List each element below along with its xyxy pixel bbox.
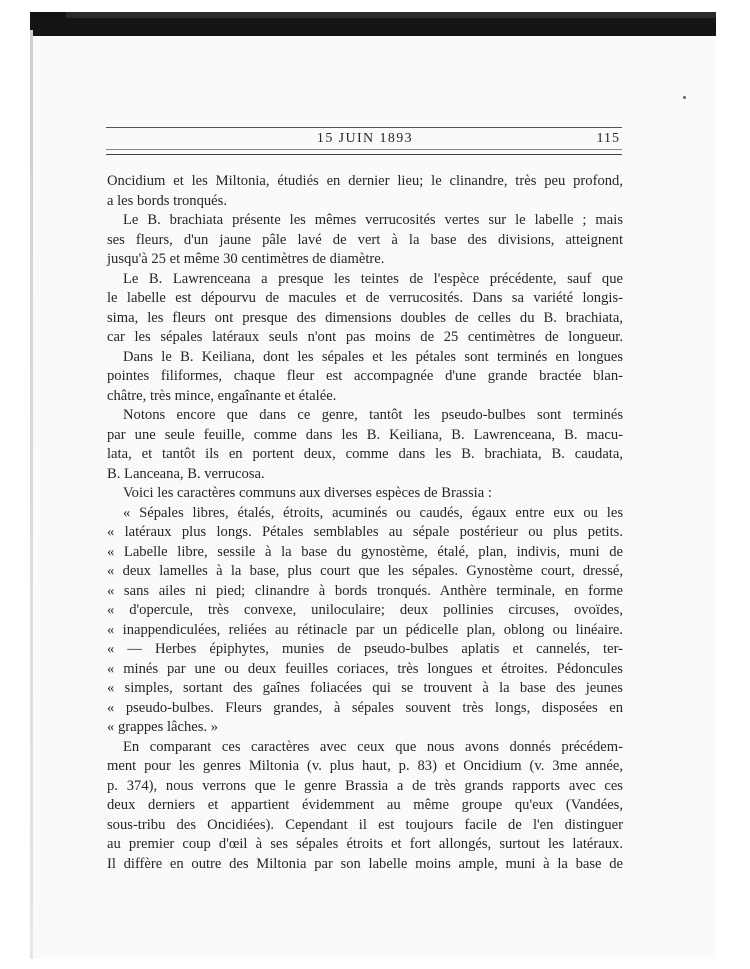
text-line: par une seule feuille, comme dans les B. Keiliana, B. Lawrenceana, B. macu-: [107, 426, 623, 443]
text-line: ses fleurs, d'un jaune pâle lavé de vert à la base des divisions, atteignent: [107, 231, 623, 248]
text-line: « minés par une ou deux feuilles coriaces, très longues et étroites. Pédoncules: [107, 660, 623, 677]
text-line: Il diffère en outre des Miltonia par son labelle moins ample, muni à la base de: [107, 855, 623, 872]
text-line: pointes filiformes, chaque fleur est accompagnée d'une grande bractée blan-: [107, 368, 623, 384]
text-line: « sans ailes ni pied; clinandre à bords tronqués. Anthère terminale, en forme: [107, 582, 623, 599]
text-line: Oncidium et les Miltonia, étudiés en dernier lieu; le clinandre, très peu profond,: [107, 173, 623, 189]
text-line: Le B. brachiata présente les mêmes verrucosités vertes sur le labelle ; mais: [123, 212, 623, 228]
text-line: « deux lamelles à la base, plus court que les sépales. Gynostème court, dressé,: [107, 563, 623, 579]
text-line: a les bords tronqués.: [107, 192, 227, 209]
text-line: p. 374), nous verrons que le genre Brassia a de très grands rapports avec ces: [107, 777, 623, 794]
text-line: ment pour les genres Miltonia (v. plus haut, p. 83) et Oncidium (v. 3me année,: [107, 758, 623, 774]
page-number: 115: [596, 131, 620, 146]
text-line: « — Herbes épiphytes, munies de pseudo-bulbes aplatis et cannelés, ter-: [107, 641, 623, 657]
dust-speck: [683, 96, 686, 99]
text-line: le labelle est dépourvu de macules et de verrucosités. Dans sa variété longis-: [107, 290, 623, 306]
text-line: sima, les fleurs ont presque des dimensions doubles de celles du B. brachiata,: [107, 309, 623, 326]
text-line: En comparant ces caractères avec ceux que nous avons donnés précédem-: [123, 738, 623, 755]
text-line: Dans le B. Keiliana, dont les sépales et les pétales sont terminés en longues: [123, 348, 623, 365]
text-line: « simples, sortant des gaînes foliacées qui se trouvent à la base des jeunes: [107, 680, 623, 696]
text-line: deux derniers et appartient évidemment au même groupe qu'eux (Vandées,: [107, 797, 623, 813]
text-line: châtre, très mince, engaînante et étalée.: [107, 387, 337, 404]
text-line: Notons encore que dans ce genre, tantôt les pseudo-bulbes sont terminés: [123, 407, 623, 423]
text-line: car les sépales latéraux seuls n'ont pas moins de 25 centimètres de longueur.: [107, 329, 623, 345]
text-line: B. Lanceana, B. verrucosa.: [107, 465, 265, 482]
text-line: « d'opercule, très convexe, uniloculaire; deux pollinies circuses, ovoïdes,: [107, 602, 623, 618]
running-header-date: 15 JUIN 1893: [316, 131, 414, 146]
text-line: « Sépales libres, étalés, étroits, acuminés ou caudés, égaux entre eux ou les: [123, 504, 623, 521]
text-line: « pseudo-bulbes. Fleurs grandes, à sépales souvent très longs, disposées en: [107, 699, 623, 716]
header-rule-middle: [106, 149, 622, 150]
text-line: jusqu'à 25 et même 30 centimètres de diamètre.: [107, 251, 385, 267]
body-text: [107, 172, 623, 874]
text-line: Le B. Lawrenceana a presque les teintes de l'espèce précédente, sauf que: [123, 270, 623, 287]
text-line: lata, et tantôt ils en portent deux, comme dans les B. brachiata, B. caudata,: [107, 446, 623, 462]
text-line: « latéraux plus longs. Pétales semblables au sépale postérieur ou plus petits.: [107, 524, 623, 540]
scan-edge-inner: [66, 12, 716, 18]
text-line: « Labelle libre, sessile à la base du gynostème, étalé, plan, indivis, muni de: [107, 543, 623, 560]
text-line: au premier coup d'œil à ses sépales étroits et fort allongés, surtout les latéraux.: [107, 836, 623, 852]
text-line: sous-tribu des Oncidiées). Cependant il est toujours facile de l'en distinguer: [107, 816, 623, 833]
header-rule-bottom: [106, 154, 622, 155]
text-line: « grappes lâches. »: [107, 719, 219, 735]
text-line: Voici les caractères communs aux diverses espèces de Brassia :: [123, 485, 492, 501]
header-rule-top: [106, 127, 622, 128]
text-line: « inappendiculées, reliées au rétinacle par un pédicelle plan, oblong ou linéaire.: [107, 621, 623, 638]
